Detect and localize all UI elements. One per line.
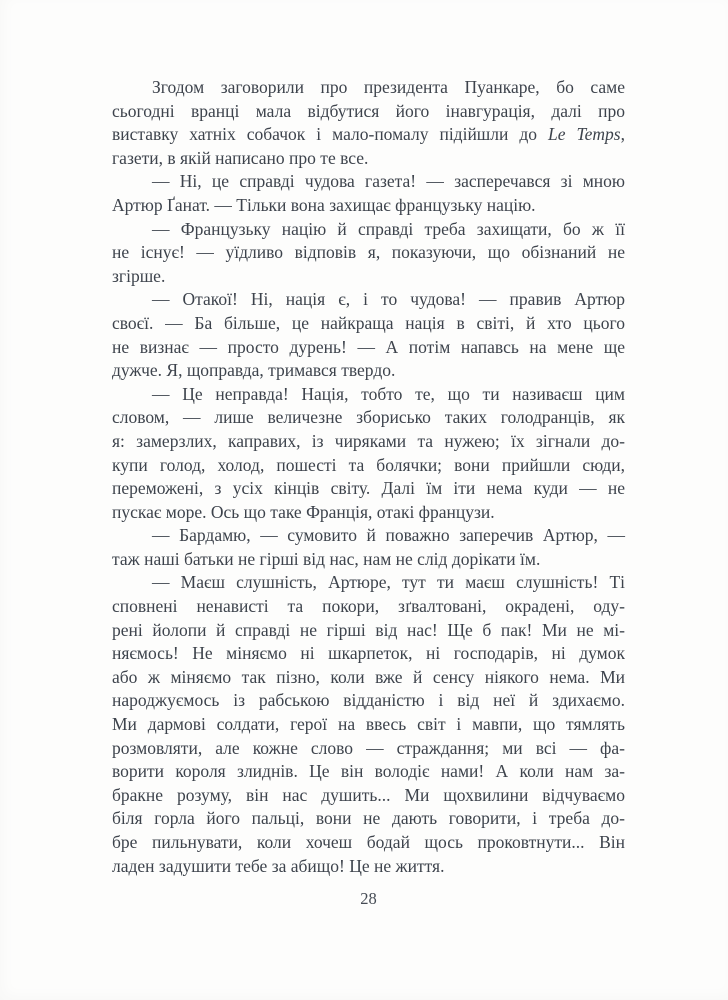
text-run: не визнає — просто дурень! — А потім напавсь на мене ще — [112, 336, 625, 357]
text-line — [112, 76, 625, 100]
text-line — [112, 760, 625, 784]
page-number: 28 — [360, 889, 377, 908]
text-line — [112, 571, 625, 595]
text-line — [112, 288, 625, 312]
paragraph — [112, 383, 625, 525]
text-run: Ми дармові солдати, герої на ввесь світ і мавпи, що тямлять — [112, 714, 625, 735]
text-run: Згодом заговорили про президента Пуанкаре, бо саме — [152, 77, 625, 97]
text-run: — Маєш слушність, Артюре, тут ти маєш слушність! Ті — [152, 572, 625, 593]
text-line — [112, 147, 625, 171]
text-line — [112, 430, 625, 454]
text-run: газети, в якій написано про те все. — [112, 147, 369, 168]
text-line — [112, 713, 625, 737]
text-line — [112, 689, 625, 713]
text-run: — Отакої! Ні, нація є, і то чудова! — правив Артюр — [152, 289, 625, 310]
italic-text-run: Le Temps — [548, 124, 621, 145]
text-run: словом, — лише величезне зборисько таких голодранців, як — [112, 407, 625, 428]
text-line — [112, 359, 625, 383]
text-line — [112, 100, 625, 124]
text-run: — Французьку націю й справді треба захищати, бо ж її — [152, 218, 625, 239]
text-line — [112, 383, 625, 407]
paragraph — [112, 218, 625, 289]
text-line — [112, 619, 625, 643]
text-run: няємось! Не міняємо ні шкарпеток, ні господарів, ні думок — [112, 643, 625, 664]
text-run: своєї. — Ба більше, це найкраща нація в світі, й хто цього — [112, 312, 625, 333]
text-run: згірше. — [112, 265, 166, 286]
text-run: — Це неправда! Нація, тобто те, що ти називаєш цим — [152, 383, 625, 404]
text-run: сьогодні вранці мала відбутися його інавгурація, далі про — [112, 100, 625, 121]
text-line — [112, 123, 625, 147]
text-run: не існує! — уїдливо відповів я, показуючи, що обізнаний не — [112, 242, 625, 263]
text-run: я: замерзлих, каправих, із чиряками та нужею; їх зігнали до- — [112, 430, 625, 451]
text-run: виставку хатніх собачок і мало-помалу підійшли до — [112, 124, 549, 145]
paragraph — [112, 170, 625, 217]
text-line — [112, 218, 625, 242]
text-line — [112, 477, 625, 501]
text-line — [112, 524, 625, 548]
text-run: розмовляти, але кожне слово — страждання; ми всі — фа- — [112, 737, 625, 758]
text-run: Артюр Ґанат. — Тільки вона захищає французьку націю. — [112, 194, 536, 215]
paragraph — [112, 524, 625, 571]
text-run: сповнені ненависті та покори, зґвалтовані, окрадені, оду- — [112, 596, 625, 617]
text-run: біля горла його пальці, вони не дають говорити, і треба до- — [112, 808, 625, 829]
text-line — [112, 548, 625, 572]
paragraph — [112, 76, 625, 170]
text-run: купи голод, холод, пошесті та болячки; вони прийшли сюди, — [112, 454, 625, 475]
text-line — [112, 406, 625, 430]
text-block — [112, 76, 625, 878]
text-line — [112, 784, 625, 808]
text-run: ладен задушити тебе за абищо! Це не життя. — [112, 855, 445, 876]
text-line — [112, 501, 625, 525]
text-line — [112, 855, 625, 879]
text-line — [112, 454, 625, 478]
text-line — [112, 170, 625, 194]
text-run: або ж міняємо так пізно, коли вже й сенсу ніякого нема. Ми — [112, 666, 625, 687]
text-run: таж наші батьки не гірші від нас, нам не слід дорікати їм. — [112, 548, 541, 569]
text-run: ворити короля злиднів. Це він володіє нами! А коли нам за- — [112, 761, 625, 782]
text-line — [112, 666, 625, 690]
text-run: — Ні, це справді чудова газета! — засперечався зі мною — [152, 171, 625, 192]
text-line — [112, 194, 625, 218]
text-run: — Бардамю, — сумовито й поважно заперечив Артюр, — — [152, 525, 625, 546]
text-run: , — [620, 124, 625, 145]
paragraph — [112, 571, 625, 878]
text-run: дужче. Я, щоправда, тримався твердо. — [112, 360, 396, 381]
text-run: переможені, з усіх кінців світу. Далі їм іти нема куди — не — [112, 478, 625, 499]
text-run: пускає море. Ось що таке Франція, отакі французи. — [112, 501, 495, 522]
text-line — [112, 312, 625, 336]
text-line — [112, 265, 625, 289]
text-line — [112, 737, 625, 761]
text-run: бракне розуму, він нас душить... Ми щохвилини відчуваємо — [112, 784, 625, 805]
text-line — [112, 642, 625, 666]
text-line — [112, 241, 625, 265]
text-run: рені йолопи й справді не гірші від нас! Ще б пак! Ми не мі- — [112, 619, 625, 640]
text-run: народжуємось із рабською відданістю і від неї й здихаємо. — [112, 690, 625, 711]
text-line — [112, 595, 625, 619]
text-line — [112, 807, 625, 831]
text-run: бре пильнувати, коли хочеш бодай щось проковтнути... Він — [112, 832, 625, 852]
text-line — [112, 336, 625, 360]
paragraph — [112, 288, 625, 382]
text-line — [112, 831, 625, 855]
